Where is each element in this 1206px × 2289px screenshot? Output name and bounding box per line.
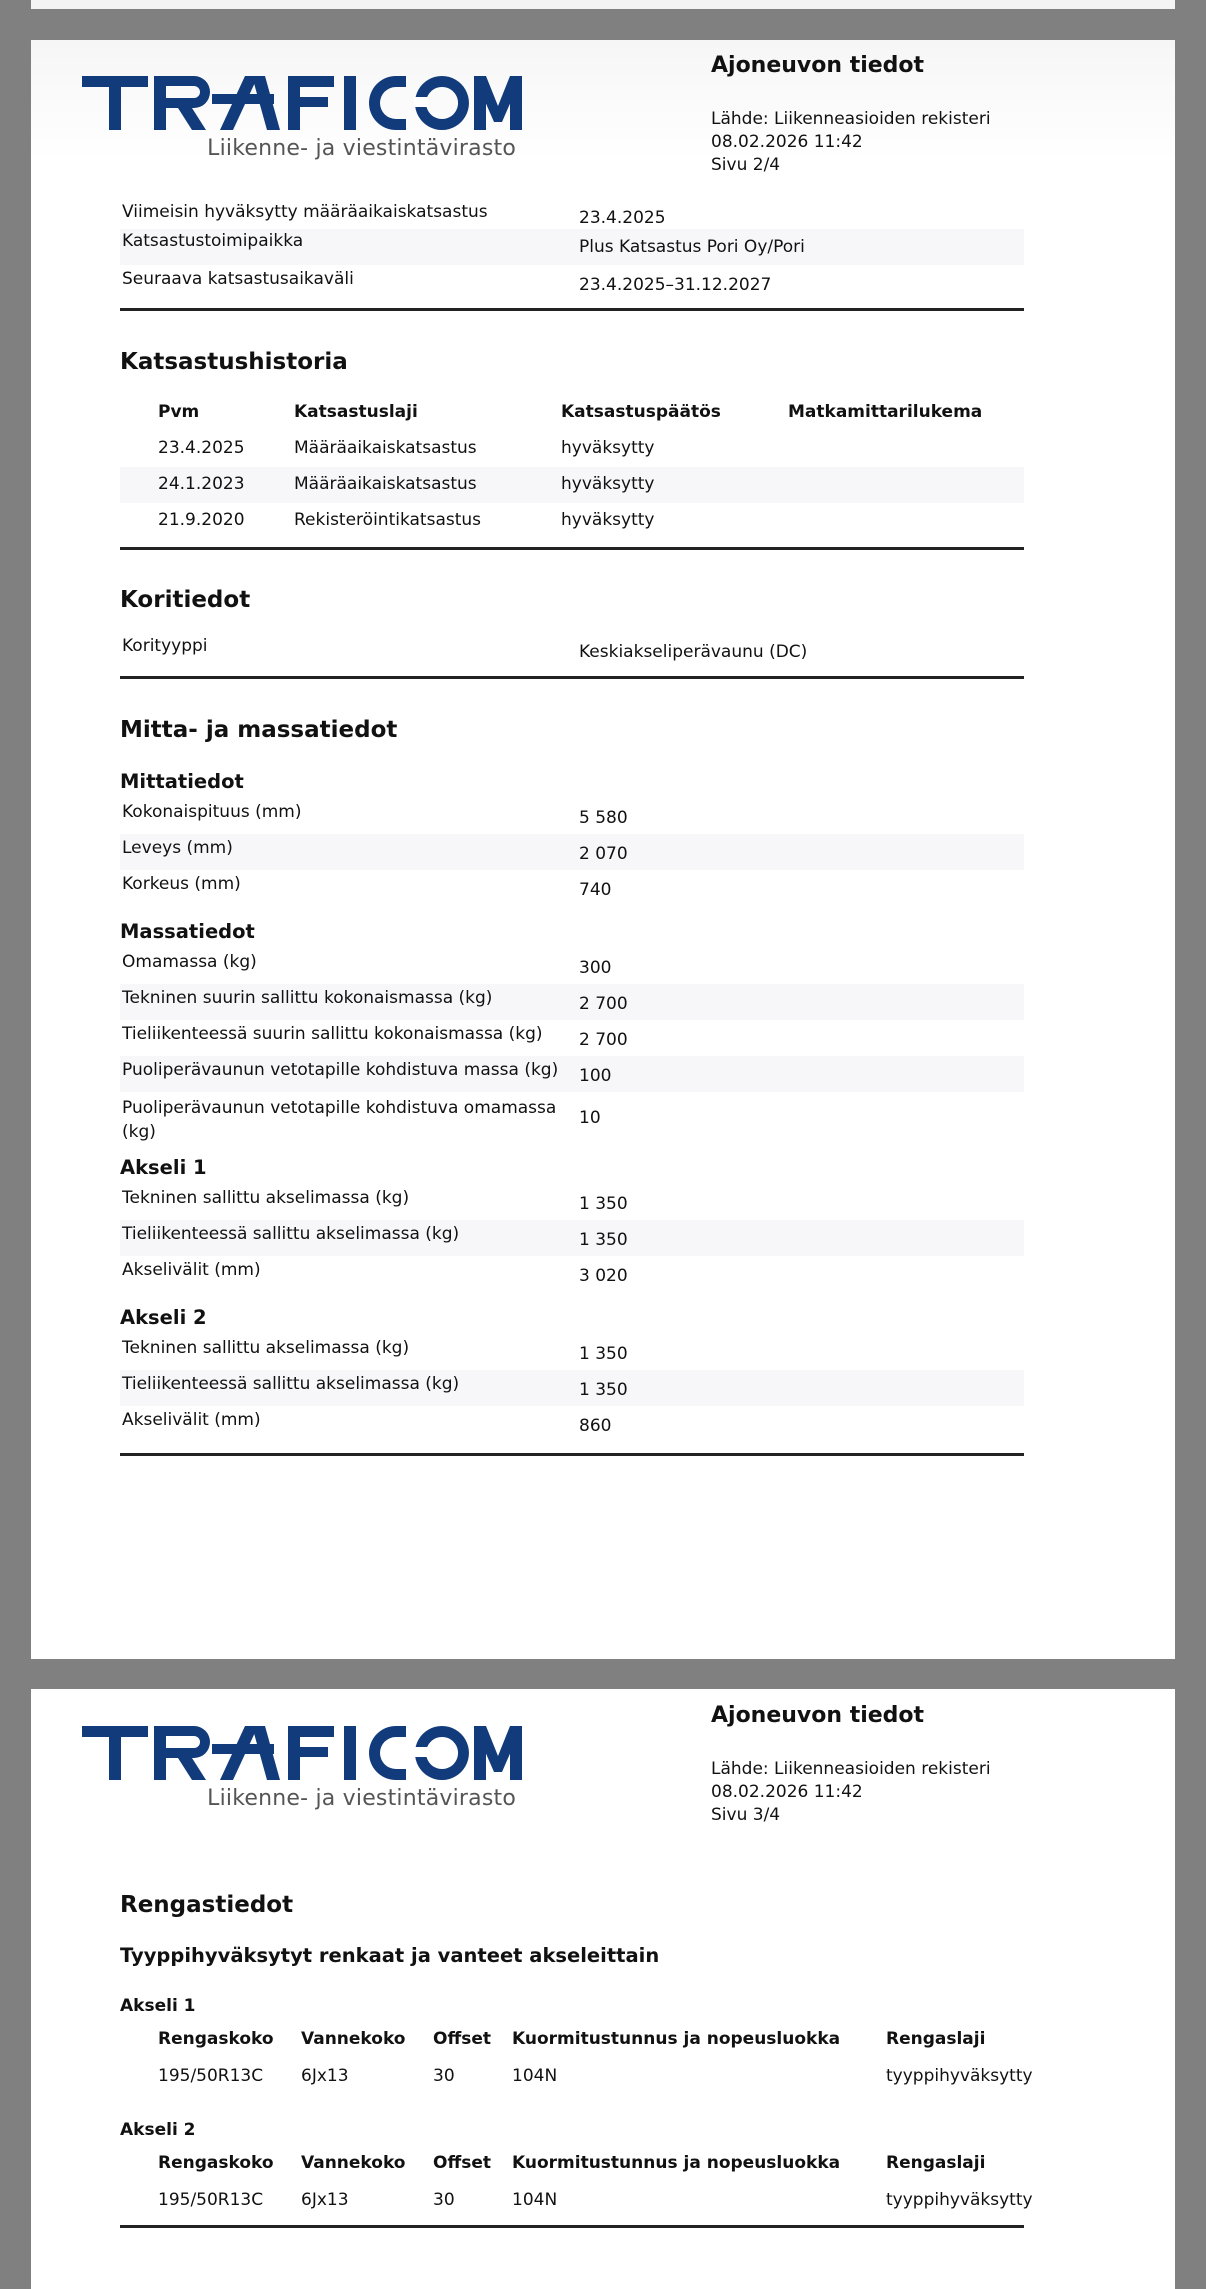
kv-value: 100 bbox=[579, 1066, 612, 1086]
kv-row bbox=[120, 1056, 1024, 1092]
axle-title: Akseli 1 bbox=[120, 1996, 196, 2016]
kv-value: 2 070 bbox=[579, 844, 628, 864]
kv-value: 3 020 bbox=[579, 1266, 628, 1286]
kv-row bbox=[120, 1184, 1024, 1220]
subsection-title-axle-2: Akseli 2 bbox=[120, 1306, 207, 1329]
history-cell: 24.1.2023 bbox=[158, 474, 245, 494]
column-header: Vannekoko bbox=[301, 2153, 406, 2173]
kv-label: Tekninen suurin sallittu kokonaismassa (kg) bbox=[122, 988, 493, 1008]
column-header: Offset bbox=[433, 2153, 491, 2173]
section-divider bbox=[120, 676, 1024, 679]
subsection-title-approved-tyres: Tyyppihyväksytyt renkaat ja vanteet akseleittain bbox=[120, 1944, 660, 1967]
section-divider bbox=[120, 308, 1024, 311]
column-header: Offset bbox=[433, 2029, 491, 2049]
page-number: Sivu 2/4 bbox=[711, 155, 781, 175]
kv-value: 1 350 bbox=[579, 1380, 628, 1400]
history-cell: 21.9.2020 bbox=[158, 510, 245, 530]
kv-value: 2 700 bbox=[579, 994, 628, 1014]
section-title-body: Koritiedot bbox=[120, 587, 251, 613]
kv-value: 1 350 bbox=[579, 1344, 628, 1364]
document-title: Ajoneuvon tiedot bbox=[711, 1703, 925, 1728]
section-title-history: Katsastushistoria bbox=[120, 349, 348, 375]
kv-label: Tieliikenteessä suurin sallittu kokonaismassa (kg) bbox=[122, 1024, 543, 1044]
tyre-cell: 195/50R13C bbox=[158, 2066, 264, 2086]
column-header: Rengaslaji bbox=[886, 2029, 986, 2049]
kv-row bbox=[120, 870, 1024, 906]
history-cell: hyväksytty bbox=[561, 438, 655, 458]
column-header: Katsastuspäätös bbox=[561, 402, 721, 422]
kv-label: Akselivälit (mm) bbox=[122, 1410, 261, 1430]
kv-value: 23.4.2025–31.12.2027 bbox=[579, 275, 772, 295]
history-cell: 23.4.2025 bbox=[158, 438, 245, 458]
kv-value: 23.4.2025 bbox=[579, 208, 666, 228]
subsection-title-axle-1: Akseli 1 bbox=[120, 1156, 207, 1179]
history-cell: Rekisteröintikatsastus bbox=[294, 510, 482, 530]
kv-label: Katsastustoimipaikka bbox=[122, 231, 304, 251]
section-divider bbox=[120, 1453, 1024, 1456]
kv-value: Keskiakseliperävaunu (DC) bbox=[579, 642, 808, 662]
kv-label: Tieliikenteessä sallittu akselimassa (kg) bbox=[122, 1374, 460, 1394]
kv-row bbox=[120, 1020, 1024, 1056]
traficom-wordmark-icon bbox=[82, 72, 522, 134]
kv-value: 860 bbox=[579, 1416, 612, 1436]
traficom-logo bbox=[82, 72, 522, 161]
traficom-wordmark-icon bbox=[82, 1722, 522, 1784]
column-header: Kuormitustunnus ja nopeusluokka bbox=[512, 2029, 841, 2049]
history-cell: Määräaikaiskatsastus bbox=[294, 438, 477, 458]
logo-subtitle: Liikenne- ja viestintävirasto bbox=[207, 1786, 516, 1811]
traficom-logo bbox=[82, 1722, 522, 1811]
kv-value: 10 bbox=[579, 1108, 601, 1128]
kv-value: Plus Katsastus Pori Oy/Pori bbox=[579, 237, 805, 257]
axle-title: Akseli 2 bbox=[120, 2120, 196, 2140]
kv-row bbox=[120, 834, 1024, 870]
kv-label: Korityyppi bbox=[122, 636, 208, 656]
column-header: Rengaslaji bbox=[886, 2153, 986, 2173]
datetime-text: 08.02.2026 11:42 bbox=[711, 1782, 863, 1802]
kv-label: Korkeus (mm) bbox=[122, 874, 241, 894]
kv-row bbox=[120, 1220, 1024, 1256]
kv-row bbox=[120, 1370, 1024, 1406]
page-header-3 bbox=[711, 1702, 991, 1827]
kv-label: Kokonaispituus (mm) bbox=[122, 802, 302, 822]
kv-value: 740 bbox=[579, 880, 612, 900]
tyre-cell: 6Jx13 bbox=[301, 2066, 349, 2086]
tyre-cell: 6Jx13 bbox=[301, 2190, 349, 2210]
column-header: Vannekoko bbox=[301, 2029, 406, 2049]
datetime-text: 08.02.2026 11:42 bbox=[711, 132, 863, 152]
section-title-tyres: Rengastiedot bbox=[120, 1892, 294, 1918]
kv-label: Tekninen sallittu akselimassa (kg) bbox=[122, 1188, 410, 1208]
column-header: Katsastuslaji bbox=[294, 402, 418, 422]
kv-row bbox=[120, 984, 1024, 1020]
column-header: Rengaskoko bbox=[158, 2153, 274, 2173]
kv-label: Tieliikenteessä sallittu akselimassa (kg) bbox=[122, 1224, 460, 1244]
kv-row bbox=[120, 1256, 1024, 1292]
kv-label: Leveys (mm) bbox=[122, 838, 233, 858]
column-header: Rengaskoko bbox=[158, 2029, 274, 2049]
kv-row bbox=[120, 798, 1024, 834]
history-cell: Määräaikaiskatsastus bbox=[294, 474, 477, 494]
kv-row bbox=[120, 948, 1024, 984]
section-title-dimensions: Mitta- ja massatiedot bbox=[120, 717, 398, 743]
section-divider bbox=[120, 2225, 1024, 2228]
kv-label: Akselivälit (mm) bbox=[122, 1260, 261, 1280]
kv-value: 1 350 bbox=[579, 1230, 628, 1250]
tyre-cell: 104N bbox=[512, 2066, 558, 2086]
column-header: Kuormitustunnus ja nopeusluokka bbox=[512, 2153, 841, 2173]
source-text: Lähde: Liikenneasioiden rekisteri bbox=[711, 1759, 991, 1779]
kv-label: Tekninen sallittu akselimassa (kg) bbox=[122, 1338, 410, 1358]
kv-label: Omamassa (kg) bbox=[122, 952, 257, 972]
page-number: Sivu 3/4 bbox=[711, 1805, 781, 1825]
kv-label: Puoliperävaunun vetotapille kohdistuva massa (kg) bbox=[122, 1060, 559, 1080]
previous-page-edge bbox=[31, 0, 1175, 9]
section-divider bbox=[120, 547, 1024, 550]
column-header: Pvm bbox=[158, 402, 200, 422]
kv-row bbox=[120, 1334, 1024, 1370]
history-cell: hyväksytty bbox=[561, 510, 655, 530]
history-cell: hyväksytty bbox=[561, 474, 655, 494]
tyre-cell: 104N bbox=[512, 2190, 558, 2210]
kv-row bbox=[120, 265, 1024, 301]
kv-row bbox=[120, 229, 1024, 265]
tyre-cell: 195/50R13C bbox=[158, 2190, 264, 2210]
kv-value: 2 700 bbox=[579, 1030, 628, 1050]
subsection-title-mass: Massatiedot bbox=[120, 920, 255, 943]
kv-row bbox=[120, 1092, 1024, 1146]
kv-row bbox=[120, 1406, 1024, 1442]
source-text: Lähde: Liikenneasioiden rekisteri bbox=[711, 109, 991, 129]
subsection-title-measures: Mittatiedot bbox=[120, 770, 244, 793]
kv-label: Viimeisin hyväksytty määräaikaiskatsastus bbox=[122, 202, 488, 222]
kv-row bbox=[120, 632, 1024, 668]
tyre-cell: 30 bbox=[433, 2066, 455, 2086]
tyre-cell: 30 bbox=[433, 2190, 455, 2210]
kv-label: Seuraava katsastusaikaväli bbox=[122, 269, 354, 289]
logo-subtitle: Liikenne- ja viestintävirasto bbox=[207, 136, 516, 161]
kv-value: 1 350 bbox=[579, 1194, 628, 1214]
kv-value: 5 580 bbox=[579, 808, 628, 828]
page-header-2 bbox=[711, 52, 991, 177]
kv-value: 300 bbox=[579, 958, 612, 978]
column-header: Matkamittarilukema bbox=[788, 402, 983, 422]
document-title: Ajoneuvon tiedot bbox=[711, 53, 925, 78]
tyre-cell: tyyppihyväksytty bbox=[886, 2190, 1033, 2210]
kv-label: Puoliperävaunun vetotapille kohdistuva omamassa (kg) bbox=[122, 1098, 557, 1142]
tyre-cell: tyyppihyväksytty bbox=[886, 2066, 1033, 2086]
